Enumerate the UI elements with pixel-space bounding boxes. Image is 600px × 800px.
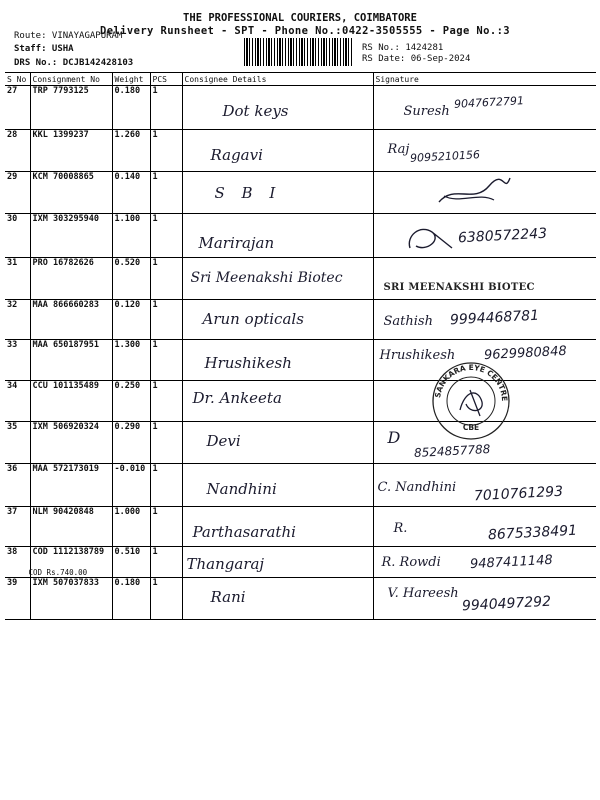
consignment-number: MAA 650187951 — [30, 340, 112, 381]
consignment-number: PRO 16782626 — [30, 258, 112, 300]
staff-label: Staff: USHA — [14, 44, 74, 54]
phone-number: 7010761293 — [473, 483, 563, 505]
pieces: 1 — [150, 578, 182, 620]
serial-number: 38 — [5, 547, 30, 578]
signature: Suresh — [403, 104, 450, 119]
serial-number: 34 — [5, 381, 30, 422]
table-row — [5, 86, 596, 130]
table-row — [5, 578, 596, 620]
consignment-number: NLM 90420848 — [30, 507, 112, 547]
drs-number: DRS No.: DCJB142428103 — [14, 58, 134, 68]
pieces: 1 — [150, 258, 182, 300]
serial-number: 37 — [5, 507, 30, 547]
company-stamp: SRI MEENAKSHI BIOTEC — [383, 282, 535, 293]
weight: 0.180 — [112, 578, 150, 620]
signature-cell — [373, 258, 596, 300]
signature-cell — [373, 464, 596, 507]
signature: D — [387, 428, 401, 447]
signature: R. Rowdi — [381, 555, 441, 570]
pieces: 1 — [150, 381, 182, 422]
consignee-cell — [182, 422, 373, 464]
serial-number: 35 — [5, 422, 30, 464]
table-row — [5, 172, 596, 214]
consignee-name: Devi — [206, 432, 241, 450]
column-header: Weight — [112, 73, 150, 86]
column-header: Consignee Details — [182, 73, 373, 86]
consignee-cell — [182, 464, 373, 507]
stamp-ring-text: SANKARA EYE CENTRE — [433, 362, 510, 402]
table-header-row — [5, 73, 596, 86]
stamp-signature-scribble — [460, 390, 482, 416]
signature: C. Nandhini — [377, 480, 457, 495]
serial-number: 30 — [5, 214, 30, 258]
weight: 0.140 — [112, 172, 150, 214]
consignee-cell — [182, 381, 373, 422]
stamp-bottom-text: CBE — [462, 423, 480, 432]
phone-number: 8524857788 — [413, 442, 491, 460]
rs-date: RS Date: 06-Sep-2024 — [362, 54, 471, 64]
weight: 1.300 — [112, 340, 150, 381]
consignee-cell — [182, 507, 373, 547]
table-row — [5, 258, 596, 300]
consignment-number: TRP 7793125 — [30, 86, 112, 130]
signature-cell — [373, 578, 596, 620]
signature: R. — [393, 521, 408, 536]
table-row — [5, 547, 596, 578]
pieces: 1 — [150, 340, 182, 381]
consignee-cell — [182, 578, 373, 620]
consignment-number: MAA 866660283 — [30, 300, 112, 340]
pieces: 1 — [150, 464, 182, 507]
consignment-number: KKL 1399237 — [30, 130, 112, 172]
barcode — [244, 38, 354, 66]
runsheet-table — [5, 72, 596, 620]
serial-number: 31 — [5, 258, 30, 300]
column-header: Signature — [373, 73, 596, 86]
pieces: 1 — [150, 86, 182, 130]
signature-cell — [373, 214, 596, 258]
signature-cell — [373, 172, 596, 214]
weight: 0.180 — [112, 86, 150, 130]
consignee-name: Parthasarathi — [192, 523, 296, 541]
consignee-name: Sri Meenakshi Biotec — [190, 270, 343, 286]
column-header: S No — [5, 73, 30, 86]
phone-number: 9487411148 — [469, 552, 553, 573]
phone-number: 9994468781 — [449, 307, 539, 329]
phone-number: 9940497292 — [461, 593, 551, 615]
serial-number: 33 — [5, 340, 30, 381]
phone-number: 8675338491 — [487, 522, 577, 544]
table-row — [5, 214, 596, 258]
pieces: 1 — [150, 422, 182, 464]
consignee-cell — [182, 300, 373, 340]
pieces: 1 — [150, 130, 182, 172]
weight: 0.250 — [112, 381, 150, 422]
consignee-name: S B I — [214, 184, 282, 202]
consignee-name: Dr. Ankeeta — [192, 389, 282, 407]
weight: 0.120 — [112, 300, 150, 340]
table-row — [5, 130, 596, 172]
weight: 1.100 — [112, 214, 150, 258]
consignment-number: IXM 506920324 — [30, 422, 112, 464]
consignment-number: IXM 507037833 — [30, 578, 112, 620]
consignment-number: MAA 572173019 — [30, 464, 112, 507]
table-row — [5, 464, 596, 507]
consignee-name: Nandhini — [206, 480, 277, 498]
signature-scribble — [402, 218, 462, 256]
consignee-cell — [182, 340, 373, 381]
consignee-cell — [182, 258, 373, 300]
serial-number: 28 — [5, 130, 30, 172]
signature: Hrushikesh — [379, 348, 456, 363]
cod-amount: COD Rs.740.00 — [28, 568, 88, 577]
pieces: 1 — [150, 214, 182, 258]
signature: Raj — [387, 142, 410, 157]
serial-number: 27 — [5, 86, 30, 130]
signature: V. Hareesh — [387, 586, 459, 601]
table-row — [5, 507, 596, 547]
consignee-name: Marirajan — [198, 234, 275, 252]
consignment-number: CCU 101135489 — [30, 381, 112, 422]
pieces: 1 — [150, 547, 182, 578]
weight: 1.260 — [112, 130, 150, 172]
serial-number: 29 — [5, 172, 30, 214]
consignee-name: Ragavi — [210, 146, 263, 164]
consignee-cell — [182, 214, 373, 258]
weight: 0.510 — [112, 547, 150, 578]
signature-cell — [373, 86, 596, 130]
consignee-name: Arun opticals — [202, 310, 304, 328]
phone-number: 6380572243 — [457, 225, 547, 247]
column-header: Consignment No — [30, 73, 112, 86]
phone-number: 9095210156 — [409, 148, 480, 165]
consignee-cell — [182, 130, 373, 172]
consignee-name: Rani — [210, 588, 246, 606]
clinic-stamp — [430, 360, 512, 442]
signature-cell — [373, 130, 596, 172]
consignee-name: Hrushikesh — [204, 354, 292, 372]
pieces: 1 — [150, 507, 182, 547]
consignment-number: KCM 70008865 — [30, 172, 112, 214]
pieces: 1 — [150, 300, 182, 340]
page-title: THE PROFESSIONAL COURIERS, COIMBATORE — [183, 12, 417, 24]
signature: Sathish — [383, 314, 433, 329]
phone-number: 9047672791 — [453, 94, 524, 111]
table-row — [5, 300, 596, 340]
svg-text:SANKARA EYE CENTRE — [433, 363, 509, 402]
consignee-name: Dot keys — [222, 102, 289, 120]
weight: 0.290 — [112, 422, 150, 464]
consignee-cell — [182, 86, 373, 130]
serial-number: 36 — [5, 464, 30, 507]
signature-cell — [373, 547, 596, 578]
signature-cell — [373, 507, 596, 547]
consignee-cell — [182, 172, 373, 214]
pieces: 1 — [150, 172, 182, 214]
consignment-number: COD 1112138789 COD Rs.740.00 — [30, 547, 112, 578]
serial-number: 39 — [5, 578, 30, 620]
consignee-cell — [182, 547, 373, 578]
rs-number: RS No.: 1424281 — [362, 43, 444, 53]
phone-number: 9629980848 — [483, 343, 567, 364]
weight: 1.000 — [112, 507, 150, 547]
weight: -0.010 — [112, 464, 150, 507]
column-header: PCS — [150, 73, 182, 86]
runsheet-subtitle: Delivery Runsheet - SPT - Phone No.:0422-3505555 - Page No.:3 — [100, 25, 511, 37]
weight: 0.520 — [112, 258, 150, 300]
route-label: Route: VINAYAGAPURAM — [14, 31, 123, 41]
serial-number: 32 — [5, 300, 30, 340]
consignee-name: Thangaraj — [186, 555, 265, 573]
signature-cell — [373, 300, 596, 340]
signature-scribble — [434, 174, 514, 210]
consignment-number: IXM 303295940 — [30, 214, 112, 258]
